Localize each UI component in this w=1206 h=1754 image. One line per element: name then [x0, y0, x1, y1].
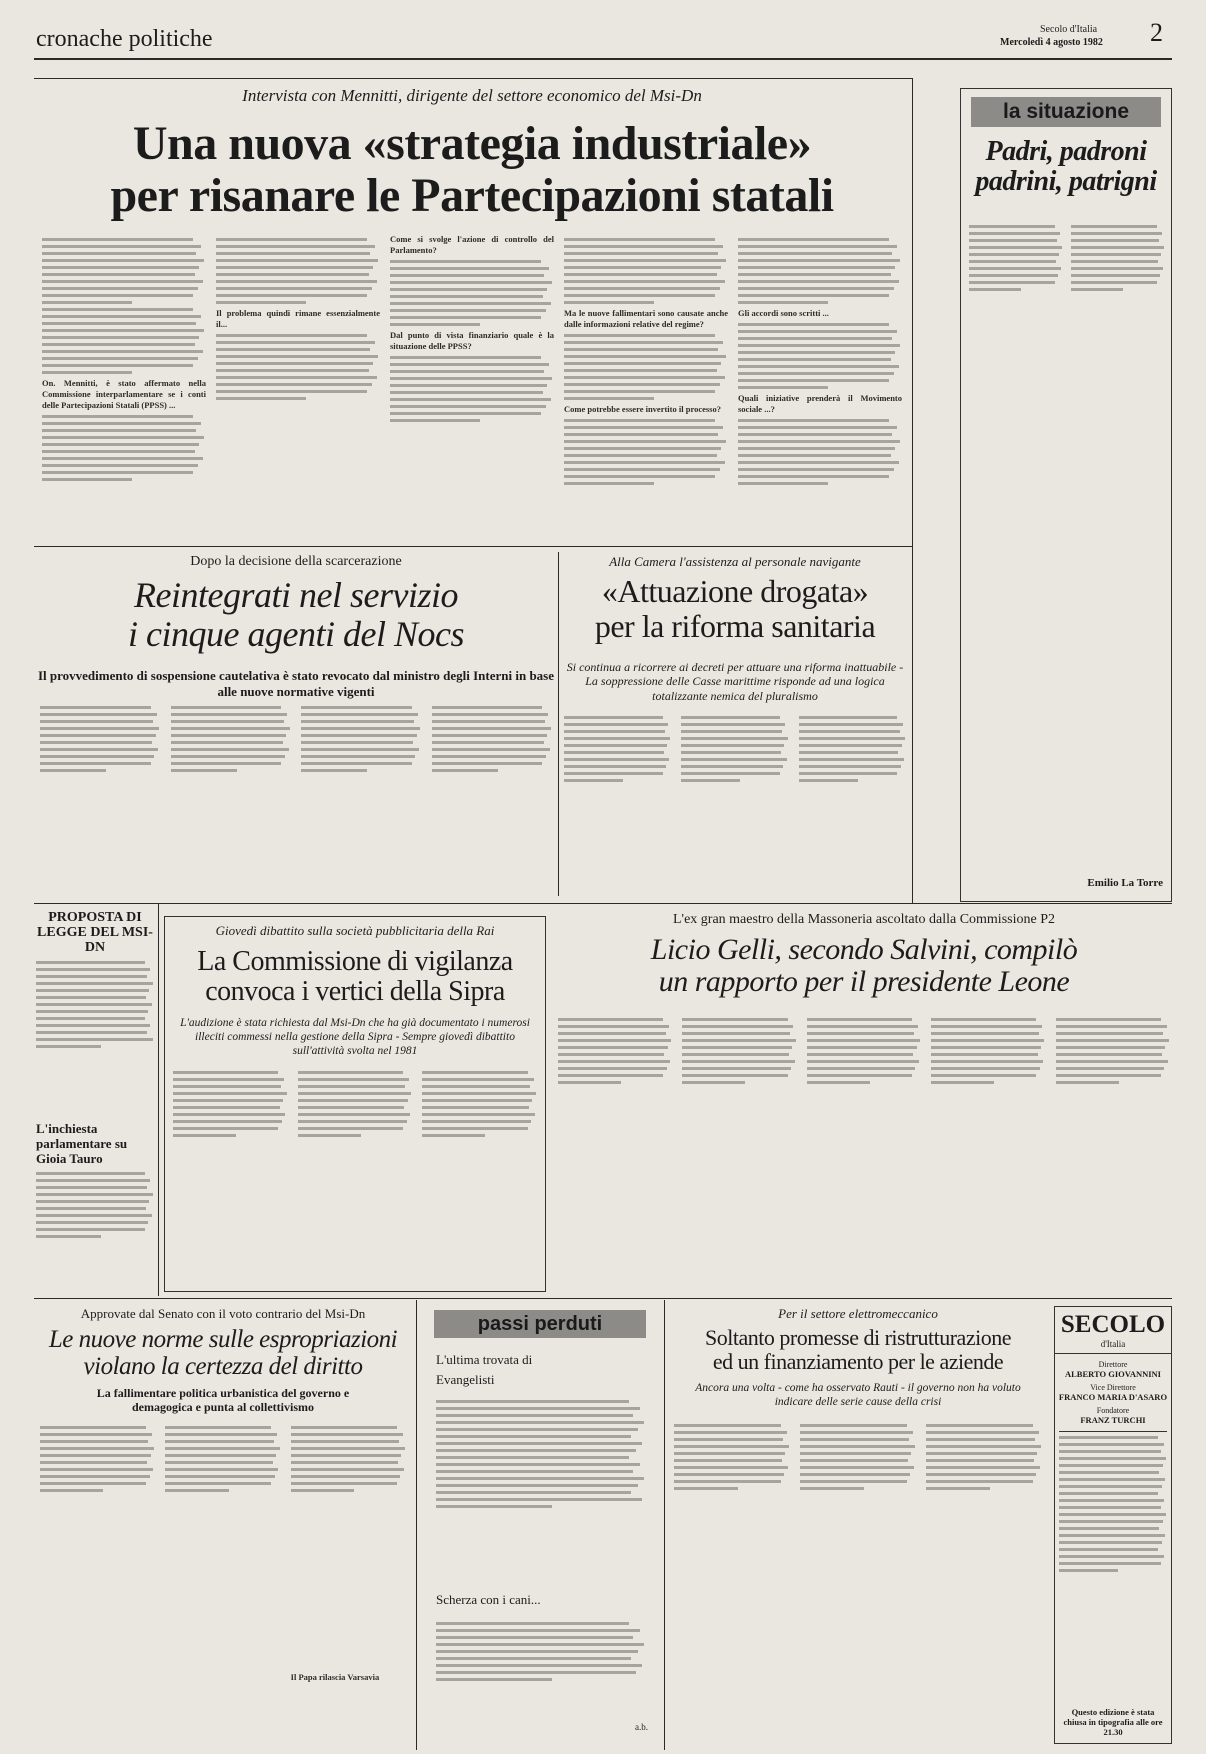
sidebar-body [36, 1172, 154, 1292]
headline-line: per la riforma sanitaria [594, 607, 876, 644]
headline-line: La Commissione di vigilanza [197, 946, 513, 977]
closing-note: Questo edizione è stata chiusa in tipografia alle ore 21.30 [1063, 1707, 1163, 1737]
article-headline [165, 947, 545, 1007]
article-subhead: Ancora una volta - come ha osservato Rauti - il governo non ha voluto indicare delle serie cause della crisi [695, 1382, 1021, 1408]
director-label: Direttore [1098, 1360, 1128, 1369]
article-subhead: L'audizione è stata richiesta dal Msi-Dn che ha già documentato i numerosi illeciti commessi nella gestione della Sipra - Sempre giovedì dibattito sull'attività svolta nel 1981 [180, 1017, 530, 1057]
article-body [173, 1067, 537, 1285]
box-title: la situazione [971, 97, 1161, 127]
item-headline: L'ultima trovata di Evangelisti [436, 1352, 533, 1387]
headline-line: «Attuazione drogata» [601, 573, 869, 609]
item-body [436, 1618, 646, 1718]
article-kicker: Per il settore elettromeccanico [778, 1306, 938, 1321]
headline-line: violano la certezza del diritto [83, 1353, 363, 1380]
vice-name: FRANCO MARIA D'ASARO [1058, 1392, 1168, 1402]
espropriazioni-article [36, 1304, 410, 1750]
colophon-subtitle: d'Italia [1055, 1339, 1171, 1354]
article-headline [670, 1326, 1046, 1374]
article-body [558, 1014, 1170, 1288]
interview-question: Il problema quindi rimane essenzialmente il... [216, 308, 380, 329]
article-kicker: Giovedì dibattito sulla società pubblicitaria della Rai [215, 923, 495, 938]
headline-line: ed un finanziamento per le aziende [712, 1348, 1004, 1374]
column-body [969, 221, 1165, 871]
sanita-article [562, 552, 908, 900]
article-body [40, 1422, 406, 1748]
founder-label: Fondatore [1096, 1406, 1130, 1415]
headline-line: per risanare le Partecipazioni statali [110, 168, 834, 222]
frame-rule [558, 552, 559, 896]
issue-date: Mercoledì 4 agosto 1982 [1000, 37, 1103, 48]
situazione-box [960, 88, 1172, 902]
elettromeccanico-article [670, 1304, 1046, 1750]
gelli-article [554, 910, 1174, 1292]
paper-name: Secolo d'Italia [1040, 24, 1098, 35]
frame-rule [158, 904, 159, 1296]
colophon-box [1054, 1306, 1172, 1744]
headline-line: Una nuova «strategia industriale» [132, 117, 812, 170]
frame-rule [34, 78, 912, 79]
headline-line: Licio Gelli, secondo Salvini, compilò [650, 933, 1078, 966]
sidebar-title: PROPOSTA DI LEGGE DEL MSI-DN [37, 910, 153, 955]
article-headline [554, 934, 1174, 999]
sidebar-title: L'inchiesta parlamentare su Gioia Tauro [36, 1121, 128, 1166]
article-headline [562, 574, 908, 643]
frame-rule [34, 1298, 1172, 1299]
article-subhead: La fallimentare politica urbanistica del governo e demagogica e punta al collettivismo [96, 1386, 350, 1415]
director-name: ALBERTO GIOVANNINI [1065, 1369, 1161, 1379]
interview-question: Quali iniziative prenderà il Movimento sociale ...? [738, 393, 902, 414]
colophon-title: SECOLO [1060, 1311, 1166, 1338]
frame-rule [664, 1300, 665, 1750]
frame-rule [912, 78, 913, 904]
mennitti-article [36, 80, 908, 540]
column-headline: Padri, padroni padrini, patrigni [975, 136, 1157, 198]
interview-question: Dal punto di vista finanziario quale è la situazione delle PPSS? [390, 330, 554, 351]
sipra-article [164, 916, 546, 1292]
founder-name: FRANZ TURCHI [1080, 1415, 1146, 1425]
headline-line: Le nuove norme sulle espropriazioni [48, 1326, 398, 1353]
section-title: cronache politiche [36, 26, 213, 52]
frame-rule [34, 903, 1172, 904]
article-headline [36, 1326, 410, 1380]
article-headline [36, 576, 556, 654]
page-number: 2 [1150, 18, 1163, 47]
item-signature: a.b. [635, 1722, 648, 1732]
article-subhead: Il provvedimento di sospensione cautelativa è stato revocato dal ministro degli Interni in base alle nuove normative vigenti [37, 668, 555, 699]
column-signature: Emilio La Torre [1087, 877, 1163, 889]
article-kicker: Intervista con Mennitti, dirigente del settore economico del Msi-Dn [242, 86, 702, 105]
interview-question: Ma le nuove fallimentari sono causate anche dalle informazioni relative del regime? [564, 308, 728, 329]
headline-line: i cinque agenti del Nocs [128, 613, 464, 654]
article-body [674, 1420, 1042, 1748]
article-body [40, 702, 552, 898]
article-kicker: Alla Camera l'assistenza al personale navigante [609, 554, 861, 569]
item-headline: Scherza con i cani... [436, 1592, 541, 1607]
frame-rule [416, 1300, 417, 1750]
vice-label: Vice Direttore [1090, 1383, 1136, 1392]
masthead-rule [34, 58, 1172, 60]
article-kicker: L'ex gran maestro della Massoneria ascoltato dalla Commissione P2 [673, 912, 1055, 927]
headline-line: convoca i vertici della Sipra [205, 976, 505, 1008]
interview-question: On. Mennitti, è stato affermato nella Commissione interparlamentare se i conti delle Partecipazioni Statali (PPSS) ... [42, 378, 206, 410]
article-subhead: Si continua a ricorrere ai decreti per attuare una riforma inattuabile - La soppressione delle Casse marittime risponde ad una logica totalizzante nemica del pluralismo [566, 660, 904, 703]
interview-question: Gli accordi sono scritti ... [738, 308, 829, 318]
nocs-article [36, 552, 556, 900]
item-body [436, 1396, 646, 1576]
box-title: passi perduti [434, 1310, 646, 1338]
article-headline [36, 118, 908, 222]
headline-line: Soltanto promesse di ristrutturazione [705, 1325, 1011, 1350]
article-kicker: Dopo la decisione della scarcerazione [190, 554, 402, 569]
headline-line: Reintegrati nel servizio [134, 575, 458, 615]
sidebar-body [36, 961, 154, 1111]
frame-rule [34, 546, 912, 547]
colophon-body [1059, 1431, 1167, 1662]
proposta-sidebar [36, 910, 154, 1292]
passi-perduti-box [422, 1306, 658, 1746]
article-body [42, 234, 902, 536]
headline-line: un rapporto per il presidente Leone [658, 965, 1070, 999]
interview-question: Come si svolge l'azione di controllo del Parlamento? [390, 234, 554, 255]
article-kicker: Approvate dal Senato con il voto contrario del Msi-Dn [80, 1306, 366, 1321]
interview-question: Come potrebbe essere invertito il processo? [564, 404, 721, 414]
article-body [564, 712, 906, 898]
inline-note: Il Papa rilascia Varsavia [290, 1672, 380, 1682]
